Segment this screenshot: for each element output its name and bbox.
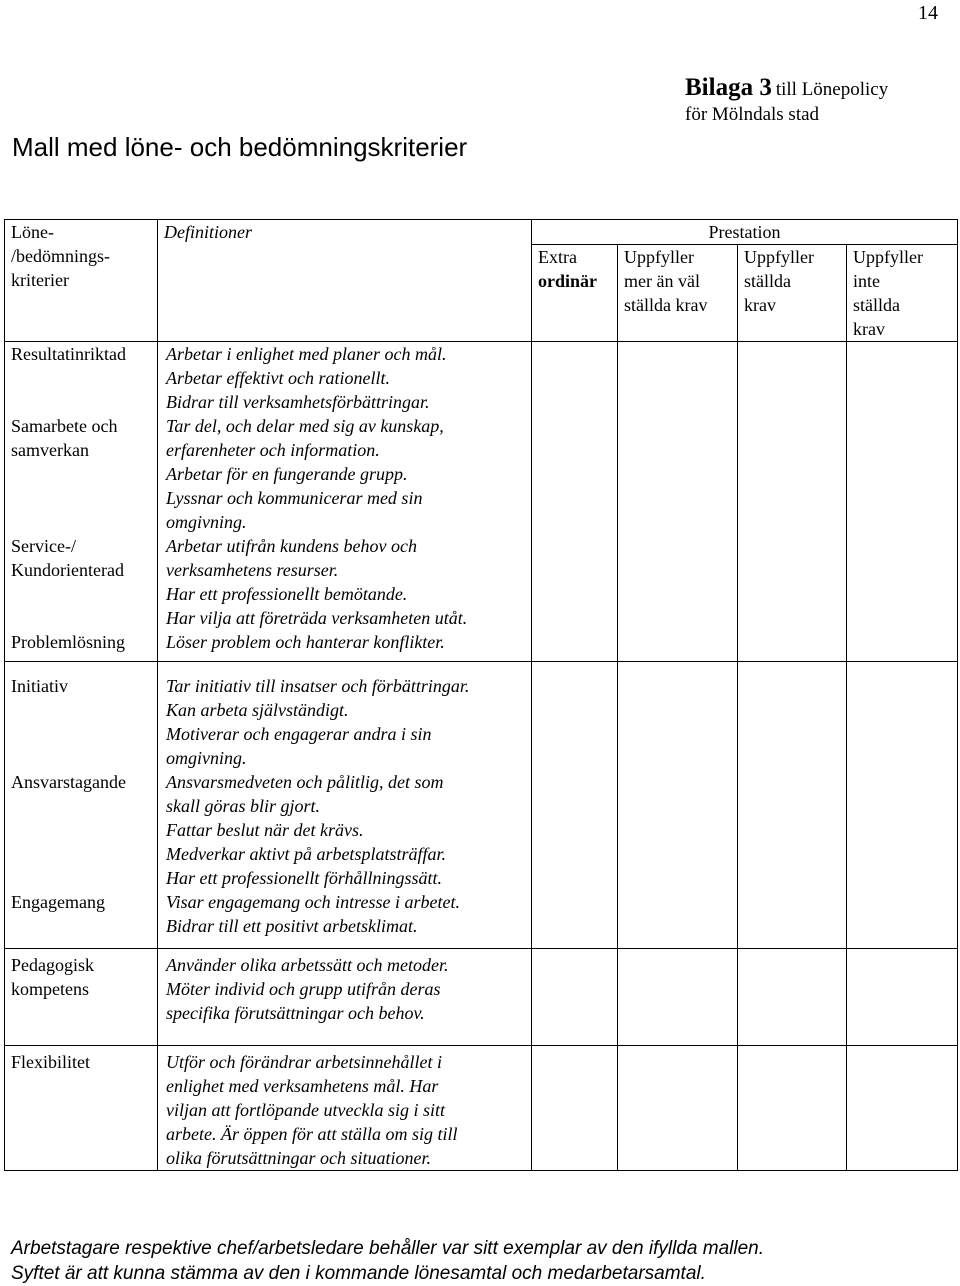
definition-line: erfarenheter och information. (166, 440, 380, 460)
definition-line: Bidrar till ett positivt arbetsklimat. (166, 916, 418, 936)
criterion-label: Service-/ (11, 536, 76, 556)
definition-line: omgivning. (166, 748, 247, 768)
definitions-cell (158, 662, 532, 949)
table-row (5, 662, 958, 949)
footer-line: Syftet är att kunna stämma av den i kommande lönesamtal och medarbetarsamtal. (11, 1263, 706, 1284)
criterion (11, 770, 157, 890)
prestation-header-text: Prestation (708, 222, 781, 242)
definition-line: Använder olika arbetssätt och metoder. (166, 955, 449, 975)
rating-cell-uppfyller[interactable] (738, 662, 847, 949)
criterion (11, 890, 157, 914)
appendix-heading (685, 74, 888, 129)
rating-cell-uppfyller-mer[interactable] (618, 662, 738, 949)
definitions-header-text: Definitioner (164, 222, 252, 242)
definition-line: olika förutsättningar och situationer. (166, 1148, 432, 1168)
definition-line: Har ett professionellt förhållningssätt. (166, 868, 443, 888)
header-row-1 (5, 220, 958, 245)
definitions-header (158, 220, 532, 342)
definition-line: skall göras blir gjort. (166, 796, 321, 816)
table-row (5, 342, 958, 662)
definition-line: Lyssnar och kommunicerar med sin (166, 488, 423, 508)
appendix-label: Bilaga 3 (685, 74, 772, 101)
column-header-line: mer än väl (624, 271, 700, 291)
criteria-header (5, 220, 158, 342)
rating-cell-uppfyller-mer[interactable] (618, 1046, 738, 1171)
column-header-line: Uppfyller (624, 247, 694, 267)
criterion (11, 414, 157, 534)
definition-line: Kan arbeta självständigt. (166, 700, 349, 720)
column-header-line: ställda (744, 271, 791, 291)
footer-note (11, 1236, 764, 1286)
criterion-label: Flexibilitet (11, 1052, 90, 1072)
criteria-header-line: kriterier (11, 270, 69, 290)
table-row (5, 949, 958, 1046)
definitions-cell (158, 1046, 532, 1171)
criterion-label: Kundorienterad (11, 560, 124, 580)
criterion-label: Initiativ (11, 676, 68, 696)
criterion-label: Samarbete och (11, 416, 118, 436)
definition-line: Tar initiativ till insatser och förbättringar. (166, 676, 470, 696)
criteria-header-line: /bedömnings- (11, 246, 110, 266)
criterion-label: Resultatinriktad (11, 344, 126, 364)
rating-cell-extraordinar[interactable] (532, 1046, 618, 1171)
column-header-extraordinar (532, 245, 618, 342)
rating-cell-uppfyller-inte[interactable] (847, 949, 958, 1046)
column-header-line: Extra (538, 247, 577, 267)
criterion-label: Pedagogisk (11, 955, 94, 975)
rating-cell-uppfyller-inte[interactable] (847, 662, 958, 949)
rating-cell-extraordinar[interactable] (532, 662, 618, 949)
criterion-label: Ansvarstagande (11, 772, 126, 792)
definition-line: Löser problem och hanterar konflikter. (166, 632, 445, 652)
definitions-cell (158, 342, 532, 662)
criterion (11, 342, 157, 414)
definition-line: Har ett professionellt bemötande. (166, 584, 408, 604)
column-header-uppfyller-mer (618, 245, 738, 342)
column-header-line: Uppfyller (853, 247, 923, 267)
column-header-line: ställda (853, 295, 900, 315)
criteria-table (4, 219, 958, 1171)
rating-cell-uppfyller-inte[interactable] (847, 1046, 958, 1171)
definition-line: Arbetar utifrån kundens behov och (166, 536, 417, 556)
column-header-line: ställda krav (624, 295, 708, 315)
criterion-label: samverkan (11, 440, 89, 460)
column-header-line: ordinär (538, 271, 598, 291)
rating-cell-uppfyller[interactable] (738, 1046, 847, 1171)
definition-line: Fattar beslut när det krävs. (166, 820, 364, 840)
definition-line: Arbetar effektivt och rationellt. (166, 368, 390, 388)
page-title: Mall med löne- och bedömningskriterier (12, 132, 468, 162)
table-row (5, 1046, 958, 1171)
column-header-uppfyller-inte (847, 245, 958, 342)
definition-line: omgivning. (166, 512, 247, 532)
criteria-header-line: Löne- (11, 222, 54, 242)
definition-line: arbete. Är öppen för att ställa om sig till (166, 1124, 458, 1144)
criteria-cell (5, 1046, 158, 1171)
definition-line: Ansvarsmedveten och pålitlig, det som (166, 772, 444, 792)
rating-cell-uppfyller-mer[interactable] (618, 342, 738, 662)
rating-cell-extraordinar[interactable] (532, 342, 618, 662)
criterion-label: Problemlösning (11, 632, 126, 652)
definition-line: specifika förutsättningar och behov. (166, 1003, 425, 1023)
criterion-label: kompetens (11, 979, 89, 999)
criteria-cell (5, 949, 158, 1046)
definition-line: Arbetar i enlighet med planer och mål. (166, 344, 447, 364)
criteria-cell (5, 662, 158, 949)
definition-line: Motiverar och engagerar andra i sin (166, 724, 432, 744)
page-number: 14 (918, 2, 938, 24)
column-header-line: Uppfyller (744, 247, 814, 267)
definitions-cell (158, 949, 532, 1046)
appendix-suffix: till Lönepolicy (775, 79, 889, 100)
criterion-label: Engagemang (11, 892, 105, 912)
definition-line: Bidrar till verksamhetsförbättringar. (166, 392, 430, 412)
criteria-cell (5, 342, 158, 662)
rating-cell-uppfyller-mer[interactable] (618, 949, 738, 1046)
prestation-header (532, 220, 958, 245)
definition-line: Utför och förändrar arbetsinnehållet i (166, 1052, 442, 1072)
rating-cell-uppfyller[interactable] (738, 949, 847, 1046)
rating-cell-extraordinar[interactable] (532, 949, 618, 1046)
definition-line: Har vilja att företräda verksamheten utåt. (166, 608, 468, 628)
column-header-line: krav (853, 319, 885, 339)
column-header-line: krav (744, 295, 776, 315)
rating-cell-uppfyller-inte[interactable] (847, 342, 958, 662)
definition-line: Arbetar för en fungerande grupp. (166, 464, 408, 484)
definition-line: Tar del, och delar med sig av kunskap, (166, 416, 444, 436)
definition-line: Medverkar aktivt på arbetsplatsträffar. (166, 844, 446, 864)
criterion (11, 630, 157, 654)
definition-line: enlighet med verksamhetens mål. Har (166, 1076, 439, 1096)
definition-line: viljan att fortlöpande utveckla sig i sitt (166, 1100, 445, 1120)
definition-line: Visar engagemang och intresse i arbetet. (166, 892, 460, 912)
appendix-line2: för Mölndals stad (685, 104, 820, 125)
criterion (11, 674, 157, 770)
rating-cell-uppfyller[interactable] (738, 342, 847, 662)
criterion (11, 534, 157, 630)
column-header-line: inte (853, 271, 880, 291)
definition-line: verksamhetens resurser. (166, 560, 339, 580)
definition-line: Möter individ och grupp utifrån deras (166, 979, 441, 999)
column-header-uppfyller (738, 245, 847, 342)
footer-line: Arbetstagare respektive chef/arbetsledare behåller var sitt exemplar av den ifyllda mallen. (11, 1238, 764, 1259)
